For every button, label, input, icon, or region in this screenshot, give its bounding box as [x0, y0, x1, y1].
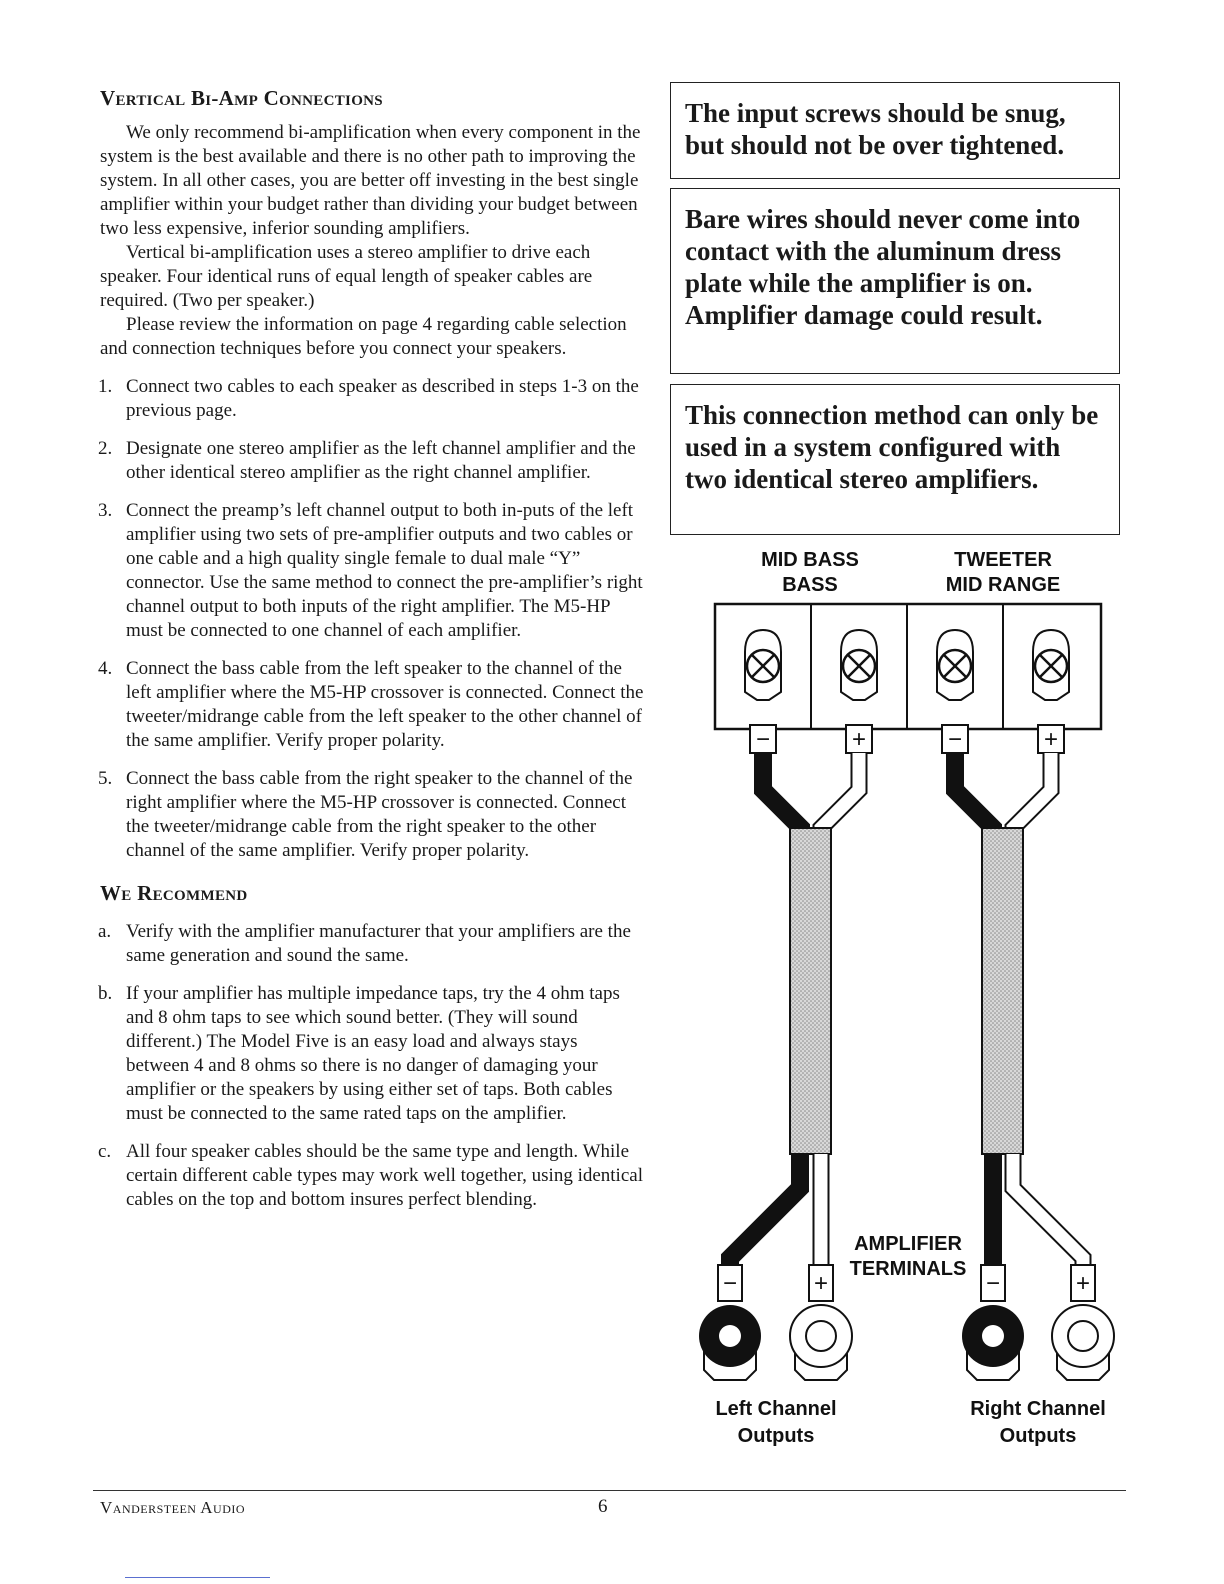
amp-terminal-plus: +	[1075, 1270, 1091, 1297]
label-mid-bass: MID BASS	[761, 549, 859, 571]
step-item: 2. Designate one stereo amplifier as the left channel amplifier and the other identical stereo amplifier as the right channel amplifier.	[98, 438, 636, 483]
recommend-item: a. Verify with the amplifier manufacturer that your amplifiers are the same generation and sound the same.	[98, 921, 631, 966]
right-cable-sheath	[982, 828, 1023, 1154]
amp-terminal-plus: +	[813, 1270, 829, 1297]
step-item: 4. Connect the bass cable from the left speaker to the channel of the left amplifier where the M5-HP crossover is connected. Connect the tweeter/midrange cable from the left speaker to the other channel of the same amplifier. Verify proper polarity.	[98, 658, 644, 751]
step-item: 3. Connect the preamp’s left channel output to both in-puts of the left amplifier using two sets of pre-amplifier outputs and two cables or one cable and a high quality single female to dual male “Y” connector. Use the same method to connect the pre-amplifier’s right channel output to both inputs of the right amplifier. The M5-HP must be connected to one channel of each amplifier.	[98, 500, 643, 641]
label-mid-range: MID RANGE	[945, 574, 1061, 596]
footer-company: Vandersteen Audio	[100, 1498, 246, 1517]
terminal-plus: +	[851, 726, 867, 753]
wiring-diagram	[690, 540, 1130, 1460]
output-lug-positive-icon	[1052, 1305, 1114, 1380]
footer-rule	[93, 1490, 1126, 1491]
recommend-list	[100, 920, 645, 1212]
speaker-lug-icon	[841, 630, 877, 700]
note-box-screws: The input screws should be snug, but should not be over tightened.	[670, 82, 1120, 179]
right-channel-label: Right Channel	[970, 1398, 1106, 1420]
terminal-minus: −	[947, 726, 963, 753]
description-paragraph: Vertical bi-amplification uses a stereo amplifier to drive each speaker. Four identical runs of equal length of speaker cables are required. (Two per speaker.)	[100, 242, 593, 311]
page-number: 6	[598, 1496, 608, 1517]
output-lug-negative-icon	[699, 1305, 761, 1380]
bottom-blue-line	[125, 1577, 270, 1578]
step-item: 1. Connect two cables to each speaker as described in steps 1-3 on the previous page.	[98, 376, 639, 421]
speaker-lug-icon	[1033, 630, 1069, 700]
amp-terminals-label-1: AMPLIFIER	[854, 1233, 962, 1255]
label-tweeter: TWEETER	[954, 549, 1052, 571]
intro-paragraph: We only recommend bi-amplification when every component in the system is the best available and there is no other path to improving the system. In all other cases, you are better off investing in the best single amplifier within your budget rather than dividing your budget between two less expensive, inferior sounding amplifiers.	[100, 122, 641, 239]
output-lug-positive-icon	[790, 1305, 852, 1380]
output-lug-negative-icon	[962, 1305, 1024, 1380]
amp-terminals-label-2: TERMINALS	[849, 1258, 967, 1280]
note-box-identical-amps: This connection method can only be used in a system configured with two identical stereo amplifiers.	[670, 384, 1120, 535]
terminal-plus: +	[1043, 726, 1059, 753]
section-heading-we-recommend: We Recommend	[100, 881, 248, 905]
review-paragraph: Please review the information on page 4 regarding cable selection and connection techniques before you connect your speakers.	[100, 314, 627, 359]
left-column	[100, 86, 645, 1226]
steps-list	[100, 375, 645, 863]
amp-terminal-minus: −	[722, 1270, 738, 1297]
label-bass: BASS	[782, 574, 838, 596]
speaker-lug-icon	[745, 630, 781, 700]
section-heading-vertical-bi-amp: Vertical Bi-Amp Connections	[100, 86, 383, 110]
left-cable-sheath	[790, 828, 831, 1154]
right-outputs-label: Outputs	[999, 1425, 1077, 1447]
terminal-minus: −	[755, 726, 771, 753]
step-item: 5. Connect the bass cable from the right speaker to the channel of the right amplifier where the M5-HP crossover is connected. Connect the tweeter/midrange cable from the right speaker to the other channel of the same amplifier. Verify proper polarity.	[98, 768, 633, 861]
note-box-bare-wires: Bare wires should never come into contact with the aluminum dress plate while the amplifier is on. Amplifier damage could result.	[670, 188, 1120, 374]
speaker-lug-icon	[937, 630, 973, 700]
recommend-item: c. All four speaker cables should be the same type and length. While certain different cable types may work well together, using identical cables on the top and bottom insures perfect blending.	[98, 1141, 643, 1210]
amp-terminal-minus: −	[985, 1270, 1001, 1297]
left-outputs-label: Outputs	[737, 1425, 815, 1447]
left-channel-label: Left Channel	[715, 1398, 837, 1420]
recommend-item: b. If your amplifier has multiple impedance taps, try the 4 ohm taps and 8 ohm taps to see which sound better. (They will sound different.) The Model Five is an easy load and always stays between 4 and 8 ohms so there is no danger of damaging your amplifier or the speakers by using either set of taps. Both cables must be connected to the same rated taps on the amplifier.	[98, 983, 620, 1124]
